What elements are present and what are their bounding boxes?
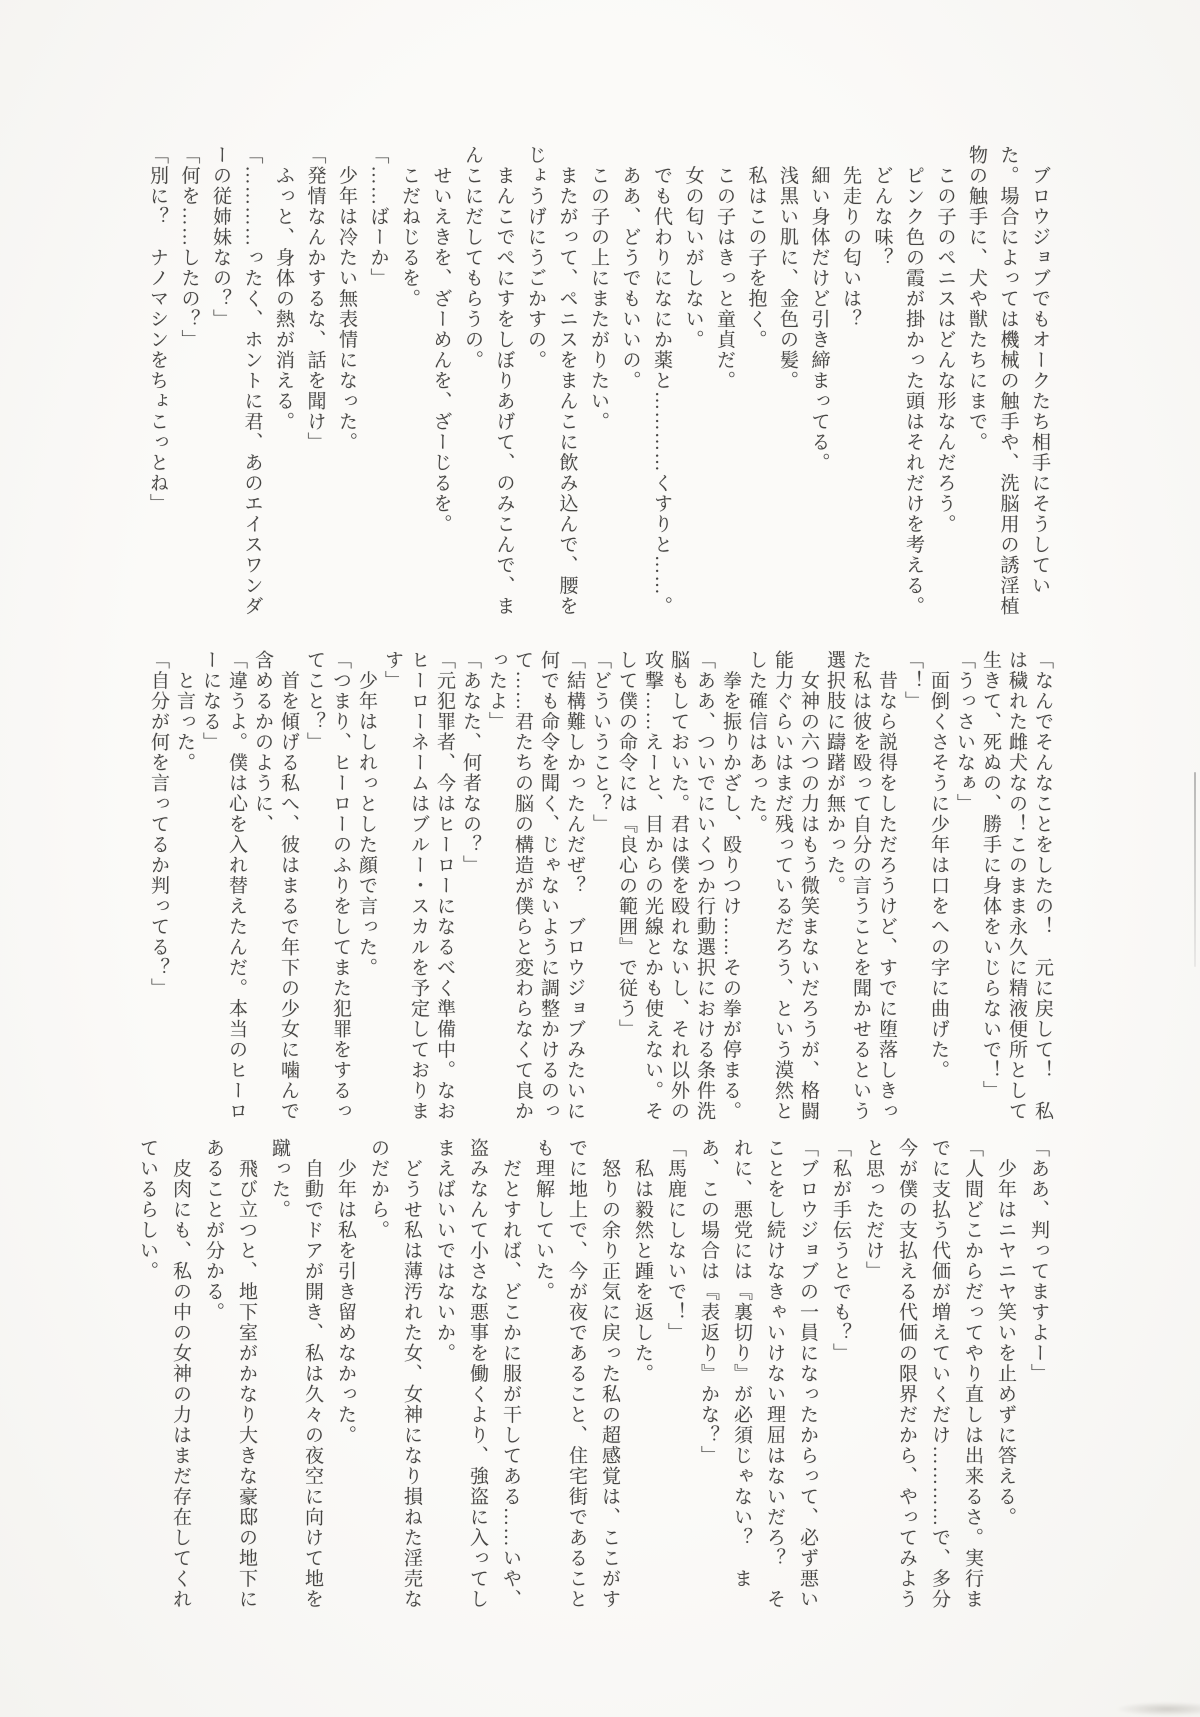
- paragraph-line: 「あなた、何者なの？」: [460, 650, 481, 876]
- paragraph-line: 「ああ、判ってますよー」: [1028, 1138, 1049, 1384]
- paragraph-line: 「何を……したの？」: [178, 145, 200, 350]
- paragraph-line: 「結構難しかったんだぜ？ ブロウジョブみたいに何でも命令を聞く、じゃないように調整かけるのって……君たちの脳の構造が僕らと変わらなくて良かったよ」: [486, 650, 585, 1122]
- paragraph-line: この子の上にまたがりたい。: [588, 145, 609, 432]
- paragraph-line: 少年はニヤニヤ笑いを止めずに答える。: [995, 1138, 1016, 1528]
- paragraph-line: 女の匂いがしない。: [682, 145, 704, 350]
- paragraph-line: まんこでぺにすをしぼりあげて、のみこんで、まんこにだしてもらうの。: [462, 145, 515, 617]
- paragraph-line: 少年は私を引き留めなかった。: [335, 1138, 356, 1446]
- paragraph-line: この子のペニスはどんな形なんだろう。: [934, 145, 956, 535]
- paragraph-line: 「私が手伝うとでも？」: [830, 1138, 851, 1364]
- paragraph-line: 拳を振りかざし、殴りつけ……その拳が停まる。: [720, 650, 741, 1122]
- paragraph-line: だとすれば、どこかに服が干してある……いや、盗みなんて小さな悪事を働くより、強盗に入ってしまえばいいではないか。: [434, 1138, 521, 1610]
- scan-smudge: [1115, 1702, 1200, 1716]
- paragraph-line: こだねじるを。: [399, 145, 420, 309]
- paragraph-line: 「……ばーか」: [367, 145, 389, 289]
- paragraph-line: 面倒くさそうに少年は口をへの字に曲げた。: [928, 650, 949, 1081]
- paragraph-line: 少年はしれっとした顔で言った。: [356, 650, 377, 978]
- paragraph-line: 昔なら説得をしただろうけど、すでに堕落しきった私は彼を殴って自分の言うことを聞かせるという選択肢に躊躇が無かった。: [824, 650, 897, 1122]
- paragraph-line: 少年は冷たい無表情になった。: [336, 145, 357, 453]
- paragraph-line: ああ、どうでもいいの。: [619, 145, 641, 391]
- paragraph-line: 「別に？ ナノマシンをちょこっとね」: [147, 145, 168, 514]
- paragraph-line: 「！」: [902, 650, 923, 712]
- paragraph-line: 細い身体だけど引き締まってる。: [808, 145, 830, 473]
- paragraph-line: どうせ私は薄汚れた女、女神になり損ねた淫売なのだから。: [368, 1138, 422, 1610]
- paragraph-line: 「どういうこと？」: [590, 650, 611, 835]
- paragraph-line: 首を傾げる私へ、彼はまるで年下の少女に噛んで含めるかのように、: [252, 650, 299, 1122]
- paragraph-line: 「つまり、ヒーローのふりをしてまた犯罪をするってこと？」: [304, 650, 351, 1122]
- text-section-middle: [145, 650, 1055, 1128]
- paragraph-line: ふっと、身体の熱が消える。: [273, 145, 294, 432]
- paragraph-line: どんな味？: [871, 145, 893, 268]
- paragraph-line: 「ブロウジョブの一員になったからって、必ず悪いことをし続けなきゃいけない理屈はないだろ？ それに、悪党には『裏切り』が必須じゃない？ まあ、この場合は『表返り』かな？」: [698, 1138, 818, 1610]
- paragraph-line: ブロウジョブでもオークたち相手にそうしていた。場合によっては機械の触手や、洗脳用の誘淫植物の触手に、犬や獣たちにまで。: [966, 145, 1050, 617]
- scan-artifact-line: [1194, 772, 1196, 967]
- paragraph-line: ピンク色の霞が掛かった頭はそれだけを考える。: [903, 145, 924, 617]
- paragraph-line: せいえきを、ざーめんを、ざーじるを。: [430, 145, 452, 535]
- paragraph-line: と言った。: [174, 650, 195, 773]
- paragraph-line: 「自分が何を言ってるか判ってる？」: [148, 650, 169, 999]
- paragraph-line: 「うっさいなぁ」: [954, 650, 975, 814]
- paragraph-line: 「なんでそんなことをしたの！ 元に戻して！ 私は穢れた雌犬なの！このまま永久に精液便所として生きて、死ぬの、勝手に身体をいじらないで！」: [980, 650, 1053, 1122]
- text-section-bottom: [131, 1138, 1055, 1616]
- paragraph-line: 「馬鹿にしないで！」: [665, 1138, 686, 1343]
- paragraph-line: 皮肉にも、私の中の女神の力はまだ存在してくれているらしい。: [137, 1138, 191, 1610]
- paragraph-line: 私はこの子を抱く。: [745, 145, 767, 350]
- paragraph-line: またがって、ペニスをまんこに飲み込んで、腰をじょうげにうごかすの。: [525, 145, 578, 617]
- paragraph-line: 浅黒い肌に、金色の髪。: [777, 145, 798, 391]
- paragraph-line: 「元犯罪者、今はヒーローになるべく準備中。なおヒーローネームはブルー・スカルを予定しております」: [382, 650, 455, 1122]
- text-section-top: [142, 145, 1056, 623]
- paragraph-line: 「発情なんかするな、話を聞け」: [304, 145, 326, 453]
- paragraph-line: 先走りの匂いは？: [840, 145, 861, 330]
- paragraph-line: 自動でドアが開き、私は久々の夜空に向けて地を蹴った。: [269, 1138, 323, 1610]
- paragraph-line: 「ああ、ついでにいくつか行動選択における条件洗脳もしておいた。君は僕を殴れないし、それ以外の攻撃……えーと、目からの光線とかも使えない。そして僕の命令には『良心の範囲』で従う」: [616, 650, 715, 1122]
- paragraph-line: でも代わりになにか薬と…………くすりと……。: [651, 145, 672, 617]
- paragraph-line: この子はきっと童貞だ。: [714, 145, 735, 391]
- paragraph-line: 「違うよ。僕は心を入れ替えたんだ。本当のヒーローになる」: [200, 650, 247, 1122]
- paragraph-line: 飛び立つと、地下室がかなり大きな豪邸の地下にあることが分かる。: [203, 1138, 257, 1610]
- paragraph-line: 私は毅然と踵を返した。: [632, 1138, 653, 1384]
- paragraph-line: 女神の六つの力はもう微笑まないだろうが、格闘能力ぐらいはまだ残っているだろう、という漠然とした確信はあった。: [746, 650, 819, 1122]
- paragraph-line: 怒りの余り正気に戻った私の超感覚は、ここがすでに地上で、今が夜であること、住宅街であることも理解していた。: [533, 1138, 620, 1610]
- paragraph-line: 「人間どこからだってやり直しは出来るさ。実行までに支払う代価が増えていくだけ…………で、多分今が僕の支払える代価の限界だから、やってみようと思っただけ」: [863, 1138, 983, 1610]
- paragraph-line: 「…………ったく、ホントに君、あのエイスワンダーの従姉妹なの？」: [210, 145, 263, 617]
